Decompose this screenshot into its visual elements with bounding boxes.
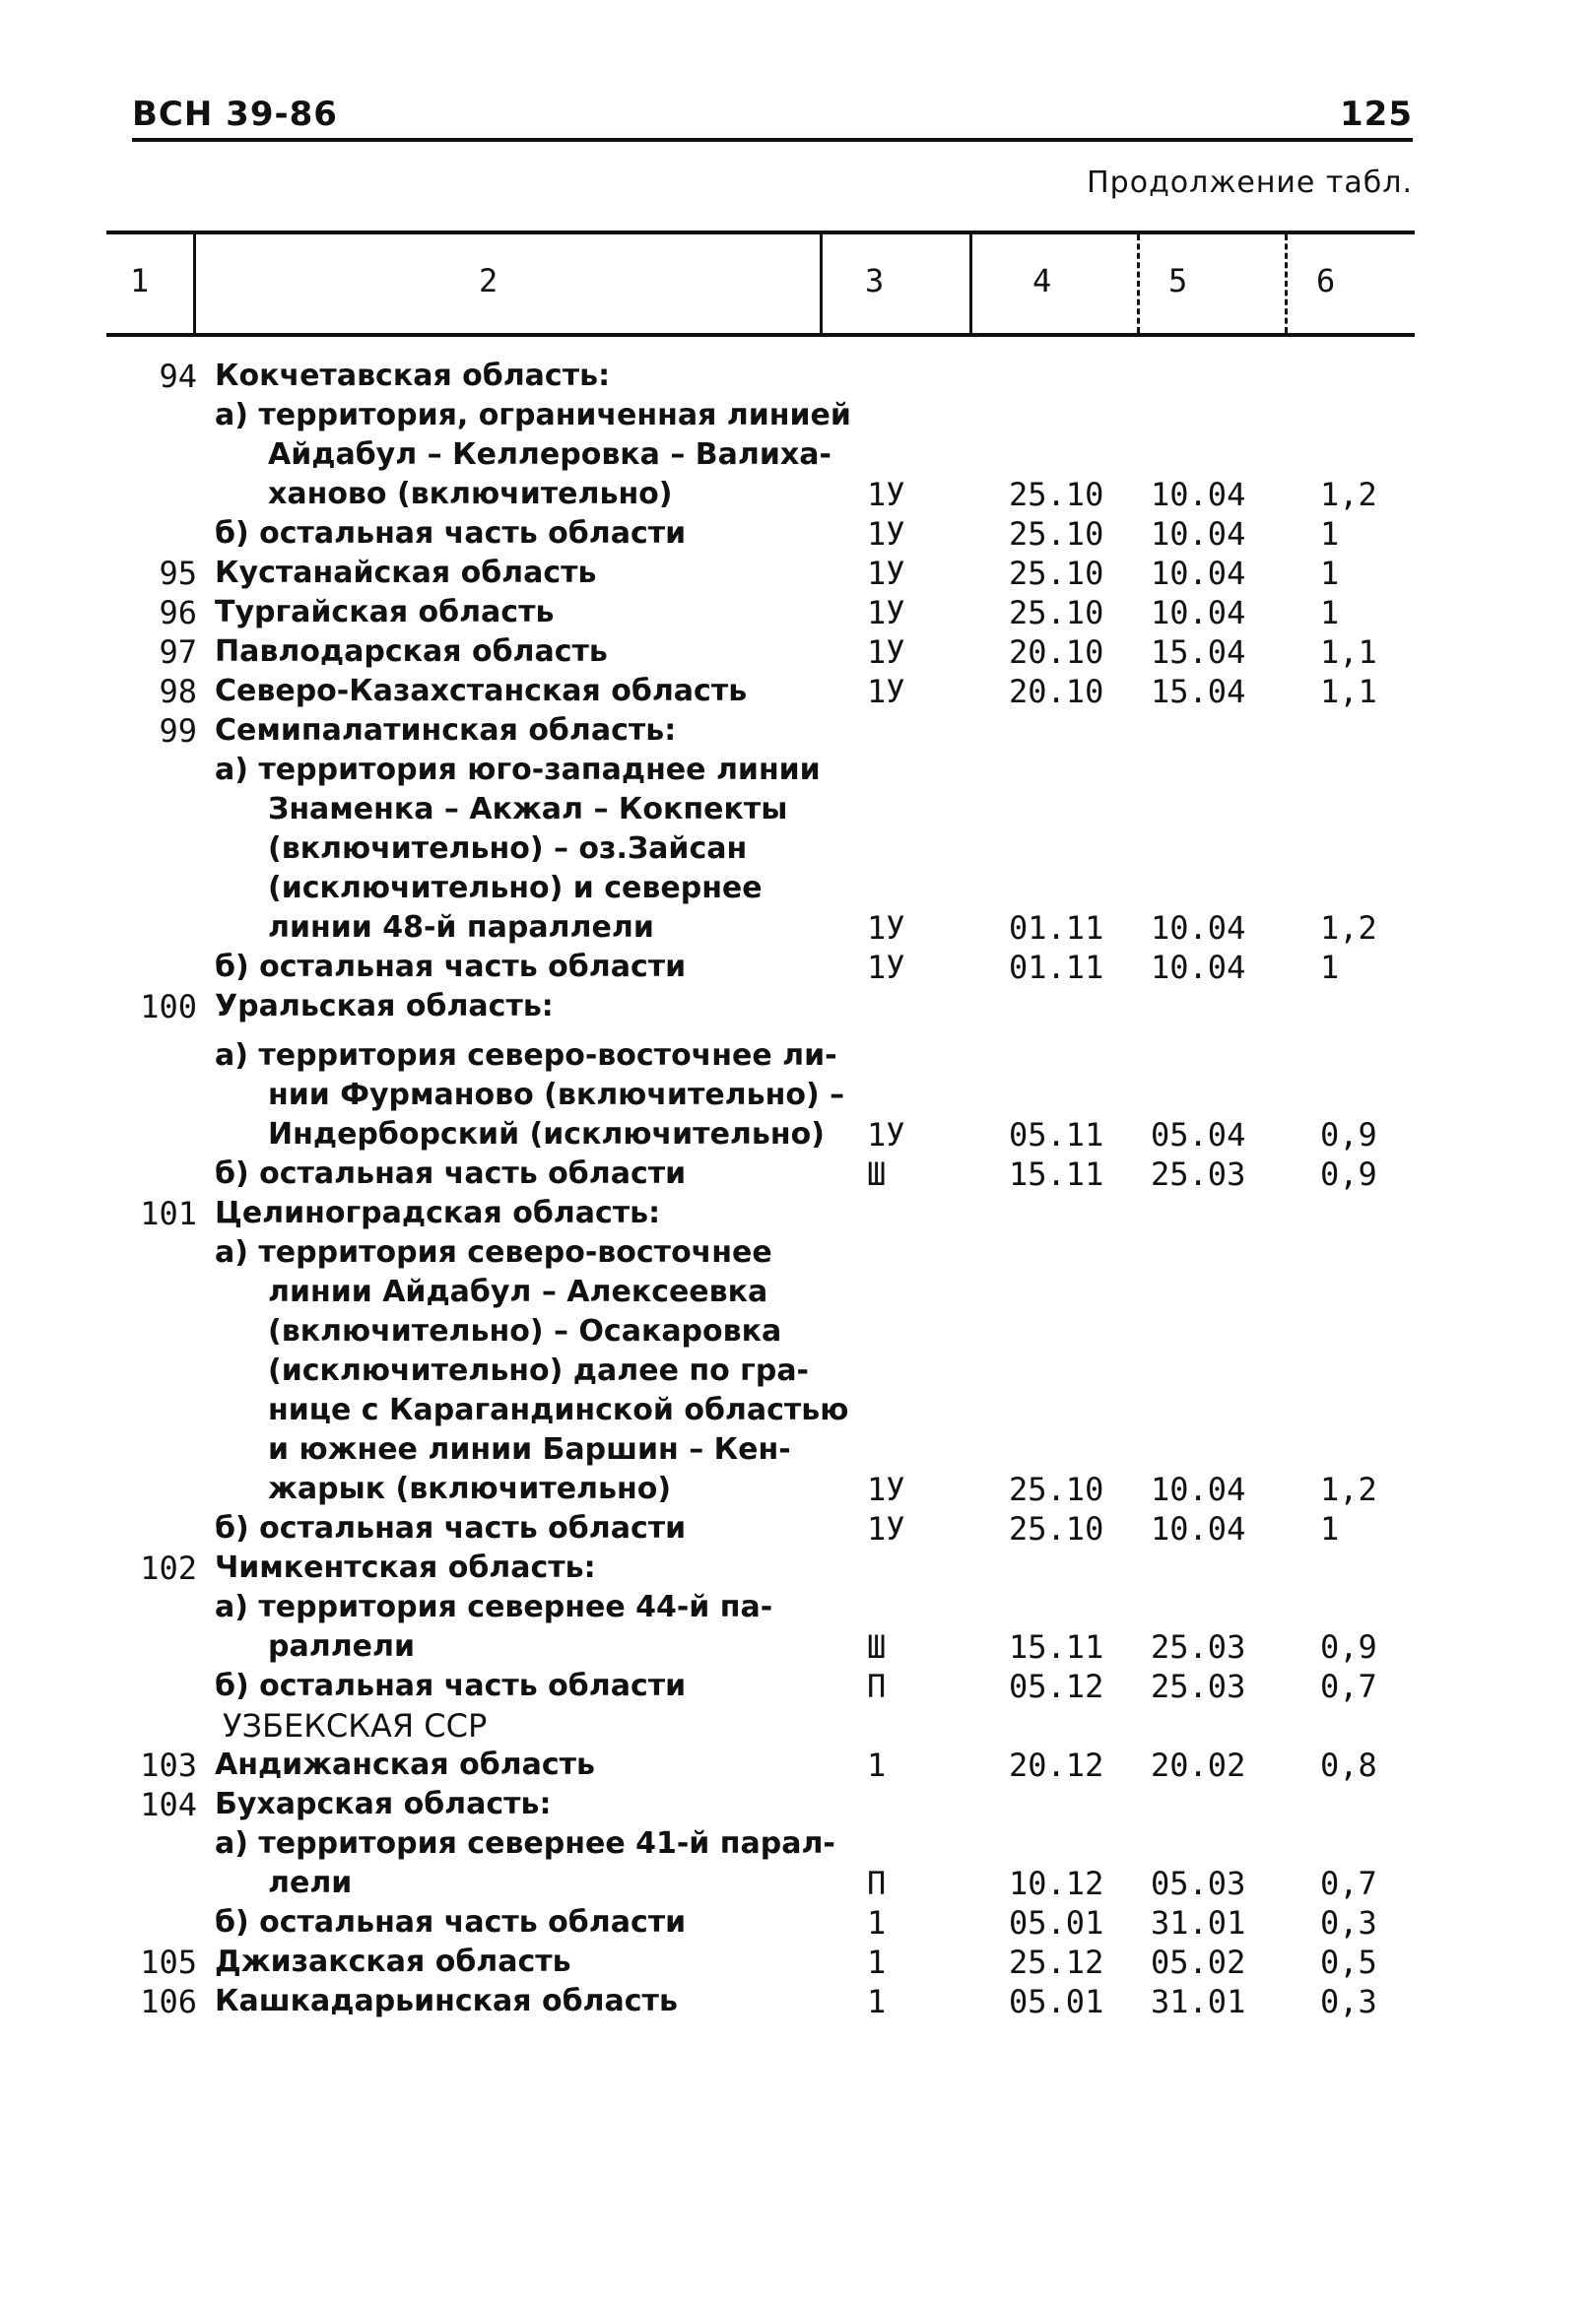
row-end-date: 10.04 — [1151, 909, 1246, 947]
row-region-name: раллели — [268, 1629, 416, 1664]
row-end-date: 25.03 — [1151, 1155, 1246, 1193]
row-region-name: Андижанская область — [215, 1748, 596, 1782]
row-number: 98 — [159, 673, 197, 710]
table-row — [0, 1706, 1596, 1746]
row-coefficient: 1,2 — [1320, 1471, 1377, 1508]
row-coefficient: 0,9 — [1320, 1155, 1377, 1193]
row-region-name: лели — [268, 1866, 353, 1900]
row-region-name: а) территория северо-восточнее — [215, 1235, 772, 1270]
row-region-name: Джизакская область — [215, 1945, 571, 1979]
row-region-name: б) остальная часть области — [215, 1511, 687, 1546]
table-row — [0, 790, 1596, 829]
column-divider — [820, 234, 823, 333]
row-end-date: 05.02 — [1151, 1944, 1246, 1981]
row-coefficient: 1 — [1320, 555, 1340, 592]
page-header — [132, 95, 1413, 142]
table-row — [0, 1903, 1596, 1943]
row-end-date: 10.04 — [1151, 594, 1246, 631]
row-start-date: 25.10 — [1009, 1510, 1104, 1548]
row-coefficient: 0,7 — [1320, 1865, 1377, 1902]
row-number: 95 — [159, 555, 197, 592]
row-start-date: 25.10 — [1009, 515, 1104, 553]
row-start-date: 20.10 — [1009, 673, 1104, 710]
table-row — [0, 1391, 1596, 1430]
row-climate-zone: 1У — [867, 1471, 905, 1508]
row-number: 101 — [140, 1195, 197, 1232]
row-number: 96 — [159, 594, 197, 631]
row-number: 94 — [159, 358, 197, 395]
row-climate-zone: 1У — [867, 476, 905, 513]
row-coefficient: 0,8 — [1320, 1747, 1377, 1784]
row-coefficient: 0,9 — [1320, 1628, 1377, 1666]
table-row — [0, 1352, 1596, 1391]
row-end-date: 10.04 — [1151, 949, 1246, 986]
row-region-name: Знаменка – Акжал – Кокпекты — [268, 792, 788, 826]
row-climate-zone: 1У — [867, 555, 905, 592]
row-number: 99 — [159, 712, 197, 750]
row-end-date: 15.04 — [1151, 633, 1246, 671]
column-header-2: 2 — [479, 262, 499, 299]
row-region-name: а) территория севернее 44-й па- — [215, 1590, 773, 1624]
row-region-name: Кустанайская область — [215, 556, 597, 590]
table-row — [0, 1312, 1596, 1352]
table-row — [0, 1746, 1596, 1785]
row-start-date: 25.10 — [1009, 594, 1104, 631]
row-region-name: и южнее линии Баршин – Кен- — [268, 1432, 791, 1467]
row-start-date: 01.11 — [1009, 949, 1104, 986]
column-divider — [193, 234, 196, 333]
row-number: 104 — [140, 1786, 197, 1823]
row-start-date: 25.10 — [1009, 476, 1104, 513]
table-column-header — [106, 231, 1415, 337]
row-number: 103 — [140, 1747, 197, 1784]
table-row — [0, 1194, 1596, 1233]
row-end-date: 10.04 — [1151, 476, 1246, 513]
row-region-name: Кашкадарьинская область — [215, 1984, 678, 2018]
document-code: ВСН 39-86 — [132, 95, 338, 134]
table-row — [0, 1982, 1596, 2021]
row-region-name: ханово (включительно) — [268, 477, 673, 511]
table-row — [0, 1115, 1596, 1154]
table-row — [0, 711, 1596, 751]
row-start-date: 25.10 — [1009, 555, 1104, 592]
row-region-name: а) территория, ограниченная линией — [215, 398, 851, 432]
column-header-6: 6 — [1316, 262, 1336, 299]
section-heading: УЗБЕКСКАЯ ССР — [223, 1707, 488, 1745]
row-region-name: нице с Карагандинской областью — [268, 1393, 849, 1427]
row-region-name: (исключительно) далее по гра- — [268, 1353, 810, 1388]
row-coefficient: 1 — [1320, 594, 1340, 631]
row-climate-zone: П — [867, 1865, 887, 1902]
column-divider — [1285, 234, 1288, 333]
row-number: 106 — [140, 1983, 197, 2020]
table-row — [0, 1470, 1596, 1509]
row-climate-zone: 1 — [867, 1944, 887, 1981]
row-number: 100 — [140, 988, 197, 1025]
table-row — [0, 672, 1596, 711]
row-climate-zone: 1 — [867, 1983, 887, 2020]
row-start-date: 05.12 — [1009, 1668, 1104, 1705]
table-row — [0, 1233, 1596, 1273]
row-region-name: б) остальная часть области — [215, 1669, 687, 1703]
row-climate-zone: 1У — [867, 949, 905, 986]
table-row — [0, 1785, 1596, 1824]
row-region-name: Индерборский (исключительно) — [268, 1117, 825, 1152]
row-coefficient: 0,3 — [1320, 1983, 1377, 2020]
column-divider — [1137, 234, 1140, 333]
row-number: 105 — [140, 1944, 197, 1981]
table-row — [0, 987, 1596, 1026]
row-region-name: Бухарская область: — [215, 1787, 552, 1821]
column-header-5: 5 — [1168, 262, 1188, 299]
table-row — [0, 475, 1596, 514]
row-region-name: а) территория севернее 41-й парал- — [215, 1826, 835, 1861]
table-row — [0, 357, 1596, 396]
row-region-name: б) остальная часть области — [215, 516, 687, 551]
row-region-name: жарык (включительно) — [268, 1472, 672, 1506]
row-start-date: 20.10 — [1009, 633, 1104, 671]
column-header-4: 4 — [1032, 262, 1052, 299]
row-coefficient: 0,9 — [1320, 1116, 1377, 1154]
table-row — [0, 1549, 1596, 1588]
table-row — [0, 869, 1596, 908]
row-climate-zone: Ш — [867, 1155, 887, 1193]
row-coefficient: 0,5 — [1320, 1944, 1377, 1981]
row-climate-zone: 1У — [867, 1116, 905, 1154]
row-climate-zone: 1У — [867, 633, 905, 671]
row-coefficient: 0,3 — [1320, 1904, 1377, 1942]
row-coefficient: 1,1 — [1320, 673, 1377, 710]
row-climate-zone: 1У — [867, 673, 905, 710]
row-climate-zone: 1 — [867, 1747, 887, 1784]
row-region-name: б) остальная часть области — [215, 950, 687, 984]
row-start-date: 20.12 — [1009, 1747, 1104, 1784]
row-end-date: 05.04 — [1151, 1116, 1246, 1154]
table-continuation-label: Продолжение табл. — [1087, 165, 1413, 200]
row-coefficient: 1,2 — [1320, 476, 1377, 513]
column-header-1: 1 — [130, 262, 150, 299]
row-region-name: (исключительно) и севернее — [268, 871, 763, 905]
table-row — [0, 1509, 1596, 1549]
table-row — [0, 593, 1596, 632]
table-row — [0, 1824, 1596, 1864]
table-row — [0, 751, 1596, 790]
row-end-date: 31.01 — [1151, 1904, 1246, 1942]
row-end-date: 25.03 — [1151, 1628, 1246, 1666]
column-header-3: 3 — [865, 262, 885, 299]
table-row — [0, 1588, 1596, 1627]
row-number: 97 — [159, 633, 197, 671]
table-row — [0, 435, 1596, 475]
row-region-name: б) остальная часть области — [215, 1905, 687, 1940]
row-end-date: 25.03 — [1151, 1668, 1246, 1705]
row-start-date: 01.11 — [1009, 909, 1104, 947]
row-coefficient: 1 — [1320, 515, 1340, 553]
table-row — [0, 396, 1596, 435]
table-row — [0, 1430, 1596, 1470]
row-climate-zone: 1У — [867, 909, 905, 947]
row-start-date: 05.01 — [1009, 1904, 1104, 1942]
row-region-name: б) остальная часть области — [215, 1156, 687, 1191]
row-climate-zone: 1 — [867, 1904, 887, 1942]
row-start-date: 05.11 — [1009, 1116, 1104, 1154]
row-end-date: 10.04 — [1151, 555, 1246, 592]
row-region-name: Кокчетавская область: — [215, 359, 611, 393]
table-row — [0, 829, 1596, 869]
row-region-name: Тургайская область — [215, 595, 555, 629]
table-row — [0, 1036, 1596, 1076]
row-coefficient: 1 — [1320, 1510, 1340, 1548]
row-region-name: Айдабул – Келлеровка – Валиха- — [268, 437, 831, 472]
row-climate-zone: 1У — [867, 594, 905, 631]
table-row — [0, 1943, 1596, 1982]
row-end-date: 20.02 — [1151, 1747, 1246, 1784]
table-row — [0, 632, 1596, 672]
table-row — [0, 514, 1596, 554]
row-climate-zone: П — [867, 1668, 887, 1705]
row-region-name: Семипалатинская область: — [215, 713, 677, 748]
row-end-date: 10.04 — [1151, 1510, 1246, 1548]
row-region-name: линии Айдабул – Алексеевка — [268, 1275, 768, 1309]
table-row — [0, 908, 1596, 948]
table-row — [0, 1627, 1596, 1667]
table-row — [0, 1273, 1596, 1312]
row-region-name: Чимкентская область: — [215, 1550, 596, 1585]
row-coefficient: 0,7 — [1320, 1668, 1377, 1705]
row-start-date: 25.12 — [1009, 1944, 1104, 1981]
row-start-date: 25.10 — [1009, 1471, 1104, 1508]
table-row — [0, 1667, 1596, 1706]
row-end-date: 10.04 — [1151, 1471, 1246, 1508]
row-start-date: 05.01 — [1009, 1983, 1104, 2020]
table-row — [0, 948, 1596, 987]
row-start-date: 10.12 — [1009, 1865, 1104, 1902]
table-row — [0, 1864, 1596, 1903]
row-start-date: 15.11 — [1009, 1628, 1104, 1666]
column-divider — [969, 234, 972, 333]
row-coefficient: 1,1 — [1320, 633, 1377, 671]
table-row — [0, 1076, 1596, 1115]
row-end-date: 05.03 — [1151, 1865, 1246, 1902]
row-region-name: а) территория северо-восточнее ли- — [215, 1038, 837, 1073]
row-region-name: (включительно) – Осакаровка — [268, 1314, 782, 1349]
row-end-date: 10.04 — [1151, 515, 1246, 553]
row-region-name: Северо-Казахстанская область — [215, 674, 748, 708]
row-number: 102 — [140, 1550, 197, 1587]
row-end-date: 31.01 — [1151, 1983, 1246, 2020]
row-coefficient: 1 — [1320, 949, 1340, 986]
row-climate-zone: 1У — [867, 1510, 905, 1548]
row-region-name: (включительно) – оз.Зайсан — [268, 831, 748, 866]
row-region-name: Целиноградская область: — [215, 1196, 661, 1230]
row-coefficient: 1,2 — [1320, 909, 1377, 947]
row-region-name: Уральская область: — [215, 989, 554, 1023]
page-number: 125 — [1340, 95, 1413, 134]
row-region-name: а) территория юго-западнее линии — [215, 753, 821, 787]
row-climate-zone: Ш — [867, 1628, 887, 1666]
table-row — [0, 554, 1596, 593]
row-region-name: линии 48-й параллели — [268, 910, 654, 945]
row-start-date: 15.11 — [1009, 1155, 1104, 1193]
row-climate-zone: 1У — [867, 515, 905, 553]
row-end-date: 15.04 — [1151, 673, 1246, 710]
row-region-name: Павлодарская область — [215, 634, 608, 669]
row-region-name: нии Фурманово (включительно) – — [268, 1078, 845, 1112]
table-row — [0, 1154, 1596, 1194]
